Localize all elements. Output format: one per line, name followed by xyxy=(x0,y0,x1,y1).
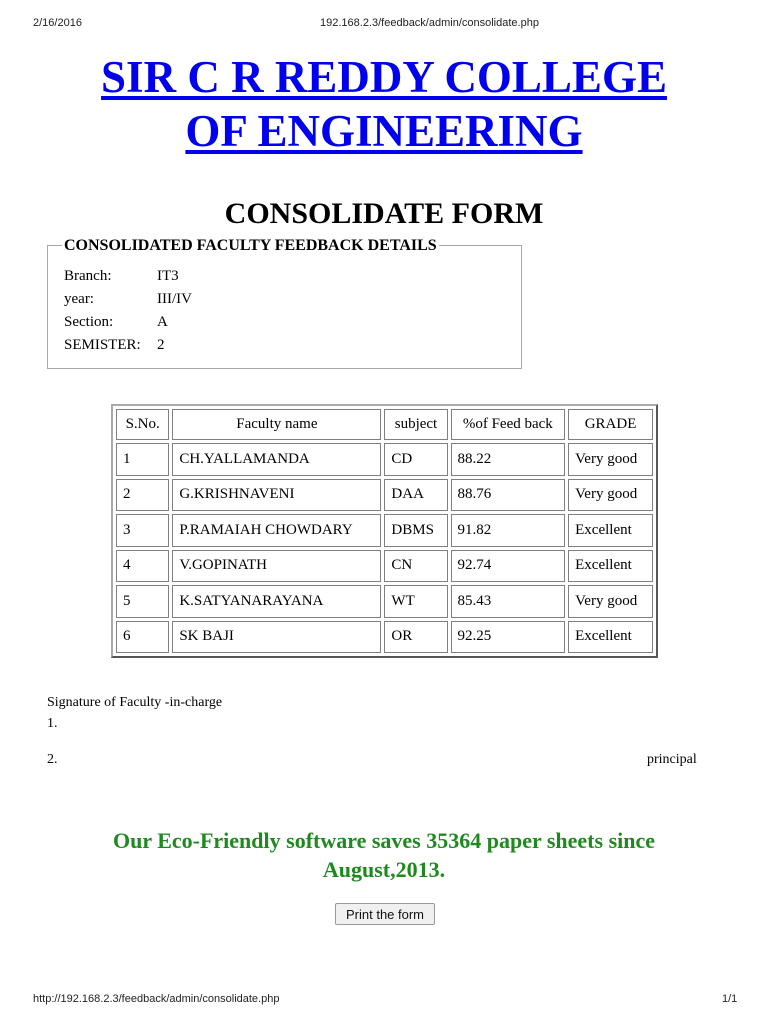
detail-value: IT3 xyxy=(157,268,179,284)
cell-feedback-percent: 92.74 xyxy=(451,550,566,583)
cell-feedback-percent: 91.82 xyxy=(451,514,566,547)
cell-grade: Very good xyxy=(568,585,653,618)
table-row xyxy=(116,514,653,547)
cell-grade: Excellent xyxy=(568,621,653,654)
column-header-grade: GRADE xyxy=(568,409,653,440)
cell-grade: Very good xyxy=(568,479,653,512)
cell-subject: WT xyxy=(384,585,447,618)
college-title-line1: SIR C R REDDY COLLEGE xyxy=(101,52,667,102)
cell-feedback-percent: 88.22 xyxy=(451,443,566,476)
cell-faculty-name: P.RAMAIAH CHOWDARY xyxy=(172,514,381,547)
cell-feedback-percent: 85.43 xyxy=(451,585,566,618)
cell-grade: Excellent xyxy=(568,514,653,547)
cell-feedback-percent: 92.25 xyxy=(451,621,566,654)
eco-message xyxy=(0,826,768,884)
cell-faculty-name: G.KRISHNAVENI xyxy=(172,479,381,512)
print-form-button[interactable]: Print the form xyxy=(335,903,435,925)
cell-faculty-name: K.SATYANARAYANA xyxy=(172,585,381,618)
print-footer-url: http://192.168.2.3/feedback/admin/consolidate.php xyxy=(33,993,280,1005)
eco-message-line2: August,2013. xyxy=(322,857,446,882)
detail-value: 2 xyxy=(157,337,165,353)
cell-sno: 1 xyxy=(116,443,169,476)
table-row xyxy=(116,621,653,654)
principal-label: principal xyxy=(647,752,697,767)
column-header-sno: S.No. xyxy=(116,409,169,440)
signature-title: Signature of Faculty -in-charge xyxy=(47,695,223,710)
college-title-line2: OF ENGINEERING xyxy=(185,106,583,156)
cell-subject: DAA xyxy=(384,479,447,512)
cell-faculty-name: V.GOPINATH xyxy=(172,550,381,583)
signature-line-1: 1. xyxy=(47,716,58,731)
page-count: 1/1 xyxy=(722,993,738,1005)
cell-sno: 6 xyxy=(116,621,169,654)
signature-line-2: 2. xyxy=(47,752,58,767)
cell-faculty-name: CH.YALLAMANDA xyxy=(172,443,381,476)
column-header-faculty-name: Faculty name xyxy=(172,409,381,440)
cell-grade: Very good xyxy=(568,443,653,476)
detail-label: SEMISTER: xyxy=(64,337,141,353)
cell-feedback-percent: 88.76 xyxy=(451,479,566,512)
cell-sno: 2 xyxy=(116,479,169,512)
cell-sno: 3 xyxy=(116,514,169,547)
table-row xyxy=(116,585,653,618)
cell-grade: Excellent xyxy=(568,550,653,583)
detail-label: year: xyxy=(64,291,94,307)
print-header-url: 192.168.2.3/feedback/admin/consolidate.php xyxy=(320,17,539,29)
page-title: CONSOLIDATE FORM xyxy=(224,197,544,230)
detail-label: Branch: xyxy=(64,268,112,284)
table-row xyxy=(116,479,653,512)
details-legend: CONSOLIDATED FACULTY FEEDBACK DETAILS xyxy=(64,237,437,254)
table-row xyxy=(116,443,653,476)
cell-subject: CN xyxy=(384,550,447,583)
print-date: 2/16/2016 xyxy=(33,17,82,29)
table-row xyxy=(116,550,653,583)
table-header-row xyxy=(116,409,653,440)
cell-sno: 5 xyxy=(116,585,169,618)
details-fieldset xyxy=(47,237,522,369)
cell-subject: OR xyxy=(384,621,447,654)
column-header-feedback-percent: %of Feed back xyxy=(451,409,566,440)
cell-faculty-name: SK BAJI xyxy=(172,621,381,654)
detail-value: III/IV xyxy=(157,291,192,307)
cell-subject: DBMS xyxy=(384,514,447,547)
cell-subject: CD xyxy=(384,443,447,476)
detail-value: A xyxy=(157,314,168,330)
column-header-subject: subject xyxy=(384,409,447,440)
cell-sno: 4 xyxy=(116,550,169,583)
detail-label: Section: xyxy=(64,314,114,330)
faculty-feedback-table xyxy=(111,404,658,658)
eco-message-line1: Our Eco-Friendly software saves 35364 paper sheets since xyxy=(112,828,656,853)
college-title[interactable] xyxy=(0,50,768,158)
